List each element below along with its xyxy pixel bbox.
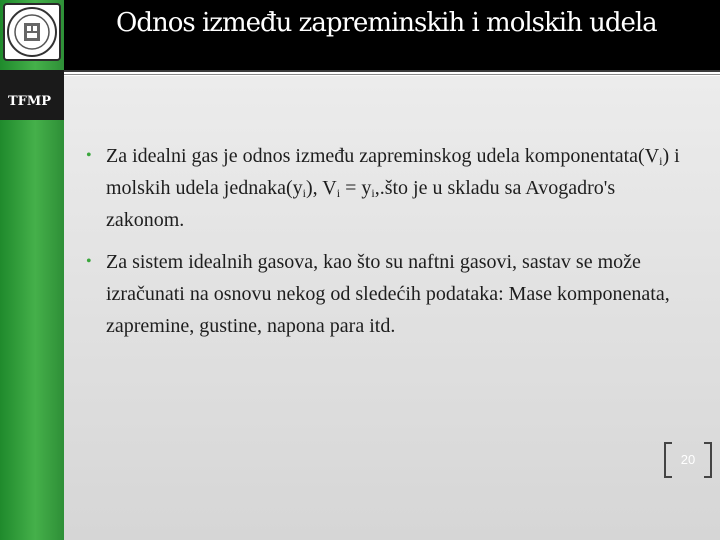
bullet-text: Za sistem idealnih gasova, kao što su naftni gasovi, sastav se može izračunati na osnovu nekog od sledećih podataka: Mase komponenata, zapremine, gustine, napona para itd. [106,251,670,337]
slide-content [64,76,720,540]
bullet-item [86,246,686,342]
bullet-text: Za idealni gas je odnos između zapreminskog udela $komponentata(V_i)$ i molskih udela $jednaka(y_i)$, $V_i$ = $y_i,.što$ je u skladu sa Avogadro's zakonom. [106,145,680,231]
bullet-list [86,140,686,352]
bullet-dot-icon: • [86,147,92,164]
page-number [664,442,712,476]
page-number-text: 20 [680,452,696,467]
bullet-dot-icon: • [86,253,92,270]
bullet-item [86,140,686,236]
logo-tag: TFMP [8,94,52,109]
title-divider [64,70,720,72]
title-divider-thin [64,74,720,75]
slide-title: Odnos između zapreminskih i molskih udela [116,8,657,38]
university-seal-icon [3,3,61,61]
